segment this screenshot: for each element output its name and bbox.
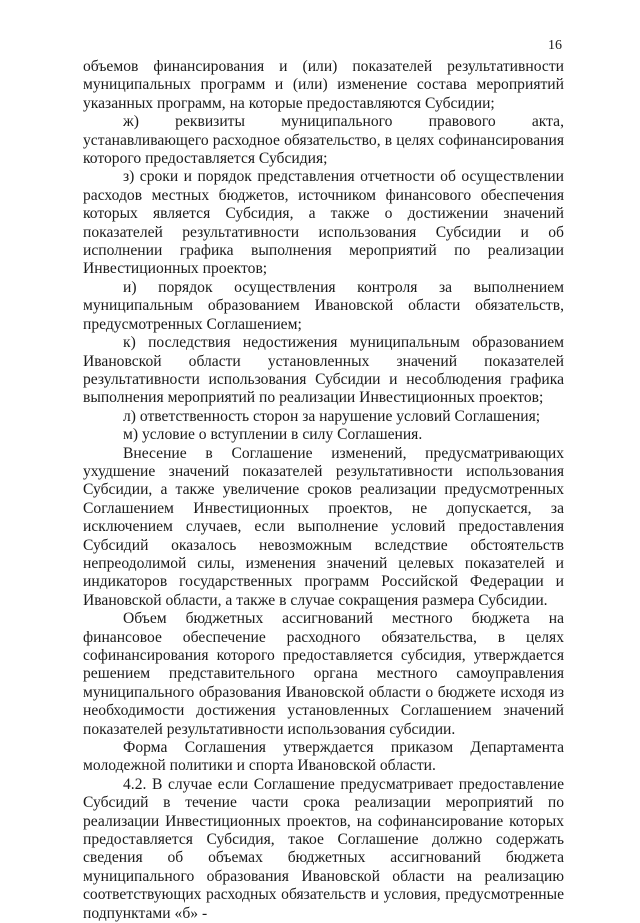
paragraph-budget-allocation: Объем бюджетных ассигнований местного бюджета на финансовое обеспечение расходного обязательства, в целях софинансирования которого предоставляется субсидия, утверждается решением представительного органа местного самоуправления муниципального образования Ивановской области о бюджете исходя из необходимости достижения установленных Соглашением значений показателей результативности использования субсидии. xyxy=(83,610,564,738)
paragraph-item-i: и) порядок осуществления контроля за выполнением муниципальным образованием Ивановской области обязательств, предусмотренных Соглашением; xyxy=(83,278,564,333)
paragraph-item-z: з) сроки и порядок представления отчетности об осуществлении расходов местных бюджетов, источником финансового обеспечения которых является Субсидия, а также о достижении значений показателей результативности использования Субсидии и об исполнении графика выполнения мероприятий по реализации Инвестиционных проектов; xyxy=(83,168,564,278)
paragraph-item-zh: ж) реквизиты муниципального правового акта, устанавливающего расходное обязательство, в целях софинансирования которого предоставляется Субсидия; xyxy=(83,113,564,168)
paragraph-item-l: л) ответственность сторон за нарушение условий Соглашения; xyxy=(123,407,541,425)
page-number: 16 xyxy=(548,38,562,53)
paragraph-continuation: объемов финансирования и (или) показателей результативности муниципальных программ и (или) изменение состава мероприятий указанных программ, на которые предоставляются Субсидии; xyxy=(83,58,564,112)
document-body xyxy=(83,58,564,923)
paragraph-section-4-2: 4.2. В случае если Соглашение предусматривает предоставление Субсидий в течение части срока реализации мероприятий по реализации Инвестиционных проектов, на софинансирование которых предоставляется Субсидия, такое Соглашение должно содержать сведения об объемах бюджетных ассигнований бюджета муниципального образования Ивановской области на реализацию соответствующих расходных обязательств и условия, предусмотренные подпунктами «б» - xyxy=(83,775,564,922)
paragraph-item-k: к) последствия недостижения муниципальным образованием Ивановской области установленных значений показателей результативности использования Субсидии и несоблюдения графика выполнения мероприятий по реализации Инвестиционных проектов; xyxy=(83,334,564,407)
paragraph-amendments: Внесение в Соглашение изменений, предусматривающих ухудшение значений показателей результативности использования Субсидии, а также увеличение сроков реализации предусмотренных Соглашением Инвестиционных проектов, не допускается, за исключением случаев, если выполнение условий предоставления Субсидий оказалось невозможным вследствие обстоятельств непреодолимой силы, изменения значений целевых показателей и индикаторов государственных программ Российской Федерации и Ивановской области, а также в случае сокращения размера Субсидии. xyxy=(83,444,564,609)
paragraph-agreement-form: Форма Соглашения утверждается приказом Департамента молодежной политики и спорта Ивановской области. xyxy=(83,739,564,775)
paragraph-item-m: м) условие о вступлении в силу Соглашения. xyxy=(123,426,423,444)
